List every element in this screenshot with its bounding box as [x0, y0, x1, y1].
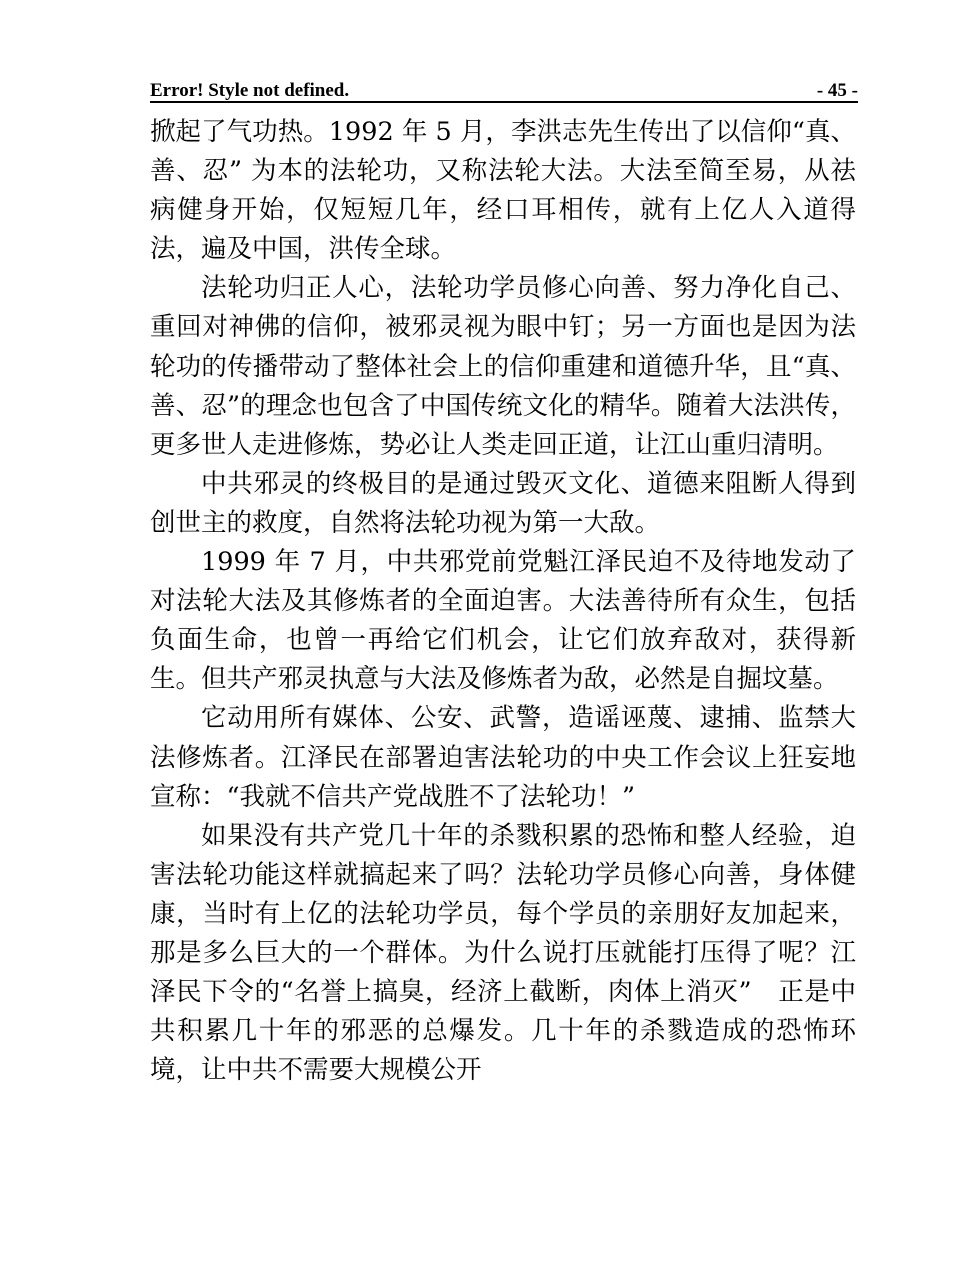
page-number: - 45 - [816, 80, 858, 101]
paragraph-3: 中共邪灵的终极目的是通过毁灭文化、道德来阻断人得到创世主的救度，自然将法轮功视为第一大敌。 [150, 468, 856, 538]
header-rule [150, 101, 858, 103]
paragraph-5: 它动用所有媒体、公安、武警，造谣诬蔑、逮捕、监禁大法修炼者。江泽民在部署迫害法轮功的中央工作会议上狂妄地宣称：“我就不信共产党战胜不了法轮功！” [150, 703, 856, 812]
paragraph-6: 如果没有共产党几十年的杀戮积累的恐怖和整人经验，迫害法轮功能这样就搞起来了吗？法轮功学员修心向善，身体健康，当时有上亿的法轮功学员，每个学员的亲朋好友加起来，那是多么巨大的一个群体。为什么说打压就能打压得了呢？江泽民下令的“名誉上搞臭，经济上截断，肉体上消灭” 正是中共积累几十年的邪恶的总爆发。几十年的杀戮造成的恐怖环境，让中共不需要大规模公开 [150, 820, 856, 1086]
running-header [150, 74, 858, 102]
body-text [150, 113, 856, 1090]
header-title: Error! Style not defined. [150, 80, 350, 101]
paragraph-1: 掀起了气功热。1992 年 5 月，李洪志先生传出了以信仰“真、善、忍” 为本的法轮功，又称法轮大法。大法至简至易，从祛病健身开始，仅短短几年，经口耳相传，就有上亿人入道得法，遍及中国，洪传全球。 [150, 117, 856, 265]
paragraph-4: 1999 年 7 月，中共邪党前党魁江泽民迫不及待地发动了对法轮大法及其修炼者的全面迫害。大法善待所有众生，包括负面生命，也曾一再给它们机会，让它们放弃敌对，获得新生。但共产邪灵执意与大法及修炼者为敌，必然是自掘坟墓。 [150, 547, 856, 695]
paragraph-2: 法轮功归正人心，法轮功学员修心向善、努力净化自己、重回对神佛的信仰，被邪灵视为眼中钉；另一方面也是因为法轮功的传播带动了整体社会上的信仰重建和道德升华，且“真、善、忍”的理念也包含了中国传统文化的精华。随着大法洪传，更多世人走进修炼，势必让人类走回正道，让江山重归清明。 [150, 273, 856, 460]
